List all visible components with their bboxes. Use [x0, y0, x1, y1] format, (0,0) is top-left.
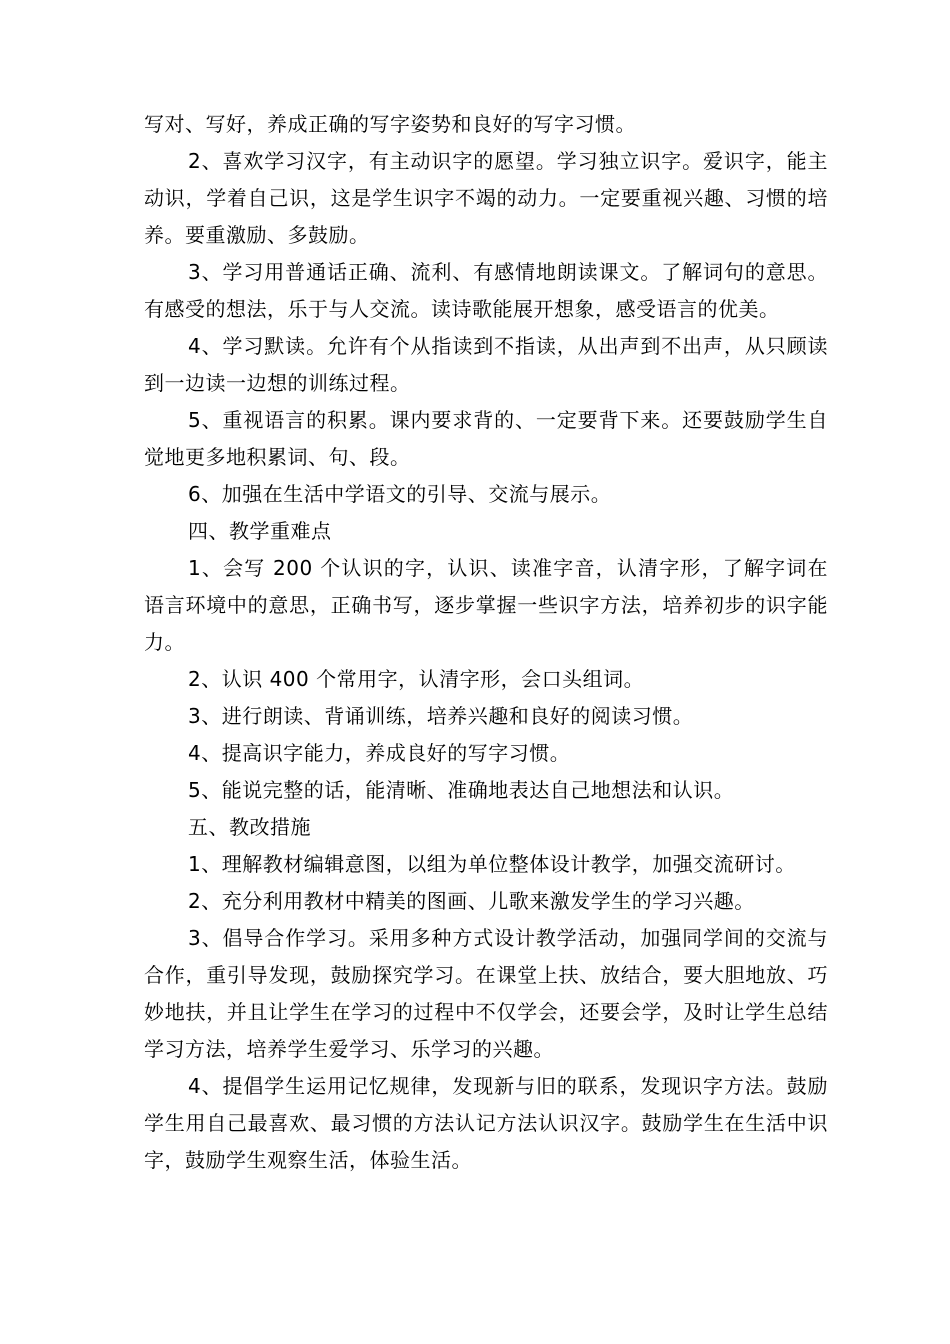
document-body: [144, 106, 828, 1179]
paragraph-continuation: 写对、写好，养成正确的写字姿势和良好的写字习惯。: [144, 112, 636, 136]
measure-2: 2、充分利用教材中精美的图画、儿歌来激发学生的学习兴趣。: [188, 889, 755, 913]
measure-3: 3、倡导合作学习。采用多种方式设计教学活动，加强同学间的交流与合作，重引导发现，鼓励探究学习。在课堂上扶、放结合，要大胆地放、巧妙地扶，并且让学生在学习的过程中不仅学会，还要会学，及时让学生总结学习方法，培养学生爱学习、乐学习的兴趣。: [144, 926, 828, 1061]
section-heading-key-points: 四、教学重难点: [188, 519, 332, 543]
key-point-5: 5、能说完整的话，能清晰、准确地表达自己地想法和认识。: [188, 778, 735, 802]
paragraph-item-5: 5、重视语言的积累。课内要求背的、一定要背下来。还要鼓励学生自觉地更多地积累词、句、段。: [144, 408, 828, 469]
key-point-4: 4、提高识字能力，养成良好的写字习惯。: [188, 741, 571, 765]
key-point-3: 3、进行朗读、背诵训练，培养兴趣和良好的阅读习惯。: [188, 704, 694, 728]
measure-1: 1、理解教材编辑意图，以组为单位整体设计教学，加强交流研讨。: [188, 852, 796, 876]
paragraph-item-6: 6、加强在生活中学语文的引导、交流与展示。: [188, 482, 612, 506]
paragraph-item-4: 4、学习默读。允许有个从指读到不指读，从出声到不出声，从只顾读到一边读一边想的训练过程。: [144, 334, 828, 395]
key-point-1: 1、会写 200 个认识的字，认识、读准字音，认清字形，了解字词在语言环境中的意思，正确书写，逐步掌握一些识字方法，培养初步的识字能力。: [144, 556, 828, 654]
section-heading-reform-measures: 五、教改措施: [188, 815, 311, 839]
paragraph-item-3: 3、学习用普通话正确、流利、有感情地朗读课文。了解词句的意思。有感受的想法，乐于与人交流。读诗歌能展开想象，感受语言的优美。: [144, 260, 828, 321]
measure-4: 4、提倡学生运用记忆规律，发现新与旧的联系，发现识字方法。鼓励学生用自己最喜欢、最习惯的方法认记方法认识汉字。鼓励学生在生活中识字，鼓励学生观察生活，体验生活。: [144, 1074, 828, 1172]
paragraph-item-2: 2、喜欢学习汉字，有主动识字的愿望。学习独立识字。爱识字，能主动识，学着自己识，这是学生识字不竭的动力。一定要重视兴趣、习惯的培养。要重激励、多鼓励。: [144, 149, 828, 247]
key-point-2: 2、认识 400 个常用字，认清字形，会口头组词。: [188, 667, 645, 691]
